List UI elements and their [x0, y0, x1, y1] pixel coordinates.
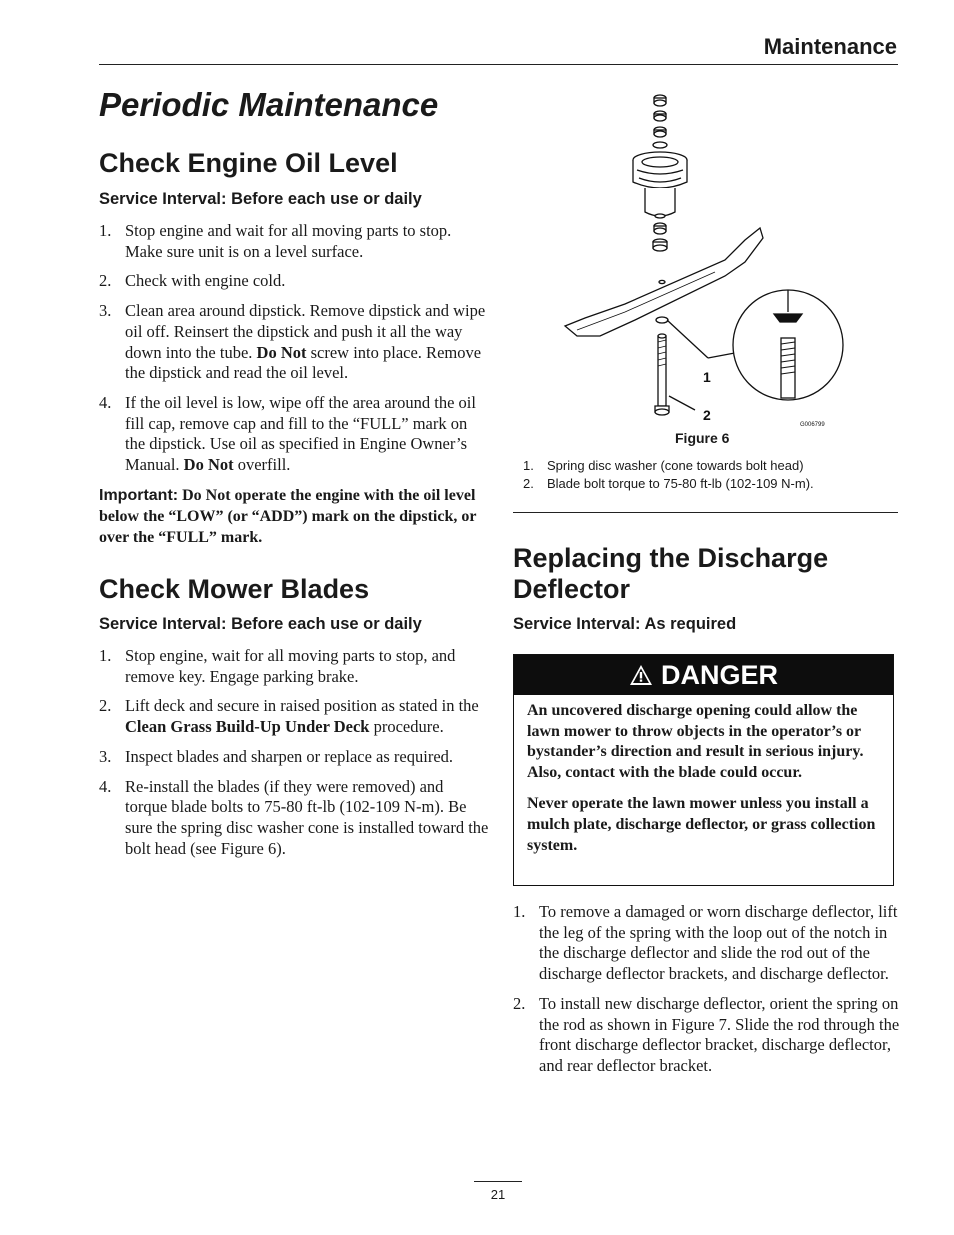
- step-text: Lift deck and secure in raised position as stated in the: [125, 696, 479, 716]
- oil-service-interval: Service Interval: Before each use or daily: [99, 190, 422, 208]
- oil-steps: [99, 221, 487, 485]
- header-divider: [99, 64, 898, 65]
- step-text: Re-install the blades (if they were removed) and torque blade bolts to 75-80 ft-lb (102-109 N-m). Be sure the spring disc washer cone is installed toward the bolt head (see Figure 6).: [125, 776, 489, 858]
- danger-body: [514, 695, 893, 856]
- figure-code: G006799: [800, 422, 825, 428]
- danger-paragraph: An uncovered discharge opening could allow the lawn mower to throw objects in the operator’s or bystander’s direction and result in serious injury. Also, contact with the blade could occur.: [527, 702, 864, 781]
- list-item: [513, 902, 901, 985]
- note-number: 1.: [523, 458, 534, 473]
- blades-steps: [99, 646, 489, 868]
- blades-service-interval: Service Interval: Before each use or daily: [99, 615, 422, 633]
- list-item: [99, 301, 487, 384]
- figure-caption: Figure 6: [675, 430, 730, 446]
- step-number: 2.: [513, 993, 526, 1013]
- step-number: 4.: [99, 392, 112, 412]
- list-item: [99, 393, 487, 476]
- step-text: If the oil level is low, wipe off the area around the oil fill cap, remove cap and fill to the “FULL” mark on the dipstick. Use oil as specified in Engine Owner’s Manual.: [125, 392, 476, 475]
- step-number: 1.: [99, 646, 112, 665]
- step-number: 1.: [99, 221, 112, 240]
- note-number: 2.: [523, 476, 534, 491]
- list-item: [99, 646, 489, 687]
- page-number: 21: [490, 1187, 506, 1202]
- step-text: procedure.: [369, 717, 444, 737]
- blades-heading: Check Mower Blades: [99, 574, 370, 604]
- danger-label: DANGER: [660, 659, 778, 690]
- danger-paragraph: Never operate the lawn mower unless you install a mulch plate, discharge deflector, or grass collection system.: [527, 795, 876, 854]
- step-number: 4.: [99, 776, 112, 796]
- danger-banner: [514, 655, 893, 695]
- callout-1: 1: [703, 369, 711, 385]
- step-emphasis: Do Not: [183, 455, 234, 475]
- list-item: [513, 994, 901, 1077]
- figure-notes: [523, 457, 814, 493]
- step-number: 2.: [99, 696, 112, 716]
- step-text: Clean area around dipstick. Remove dipstick and wipe oil off. Reinsert the dipstick and push it all the way down into the tube.: [125, 301, 486, 362]
- note-text: Blade bolt torque to 75-80 ft-lb (102-109 N-m).: [547, 476, 814, 491]
- list-item: [523, 457, 814, 475]
- step-text: Stop engine and wait for all moving parts to stop. Make sure unit is on a level surface.: [125, 221, 452, 261]
- section-header: Maintenance: [763, 34, 897, 59]
- list-item: [99, 696, 489, 737]
- callout-2: 2: [703, 407, 711, 423]
- list-item: [99, 271, 487, 292]
- deflector-steps: [513, 902, 901, 1086]
- warning-triangle-icon: [629, 664, 653, 686]
- note-text: Spring disc washer (cone towards bolt head): [547, 458, 804, 473]
- step-text: screw into place. Remove the dipstick and read the oil level.: [125, 342, 482, 383]
- step-text: overfill.: [233, 455, 291, 475]
- page-number-rule: [474, 1181, 522, 1182]
- step-emphasis: Clean Grass Build-Up Under Deck: [125, 717, 370, 737]
- danger-callout: [513, 654, 894, 886]
- list-item: [99, 777, 489, 860]
- list-item: [99, 221, 487, 262]
- step-number: 2.: [99, 271, 112, 291]
- blade-assembly-figure: [555, 90, 845, 430]
- step-number: 3.: [99, 746, 112, 766]
- step-number: 3.: [99, 301, 112, 321]
- step-text: To remove a damaged or worn discharge deflector, lift the leg of the spring with the loop out of the notch in the discharge deflector and slide the rod out of the discharge deflector brackets, and discharge deflector.: [539, 902, 898, 984]
- step-number: 1.: [513, 902, 526, 921]
- section-divider: [513, 512, 898, 513]
- page-title: Periodic Maintenance: [99, 86, 439, 123]
- deflector-heading: Replacing the Discharge Deflector: [513, 543, 829, 604]
- step-text: Check with engine cold.: [125, 271, 286, 291]
- list-item: [99, 747, 489, 768]
- important-text: Do Not operate the engine with the oil level below the “LOW” (or “ADD”) mark on the dipstick, or over the “FULL” mark.: [99, 487, 477, 546]
- step-text: To install new discharge deflector, orient the spring on the rod as shown in Figure 7. Slide the rod through the front discharge deflector bracket, discharge deflector, and rear deflector bracket.: [539, 993, 900, 1075]
- oil-heading: Check Engine Oil Level: [99, 148, 398, 178]
- step-text: Stop engine, wait for all moving parts to stop, and remove key. Engage parking brake.: [125, 646, 456, 686]
- important-label: Important:: [99, 487, 179, 504]
- deflector-service-interval: Service Interval: As required: [513, 615, 737, 633]
- important-note: [99, 486, 485, 548]
- step-text: Inspect blades and sharpen or replace as required.: [125, 746, 454, 766]
- step-emphasis: Do Not: [256, 342, 307, 362]
- list-item: [523, 475, 814, 493]
